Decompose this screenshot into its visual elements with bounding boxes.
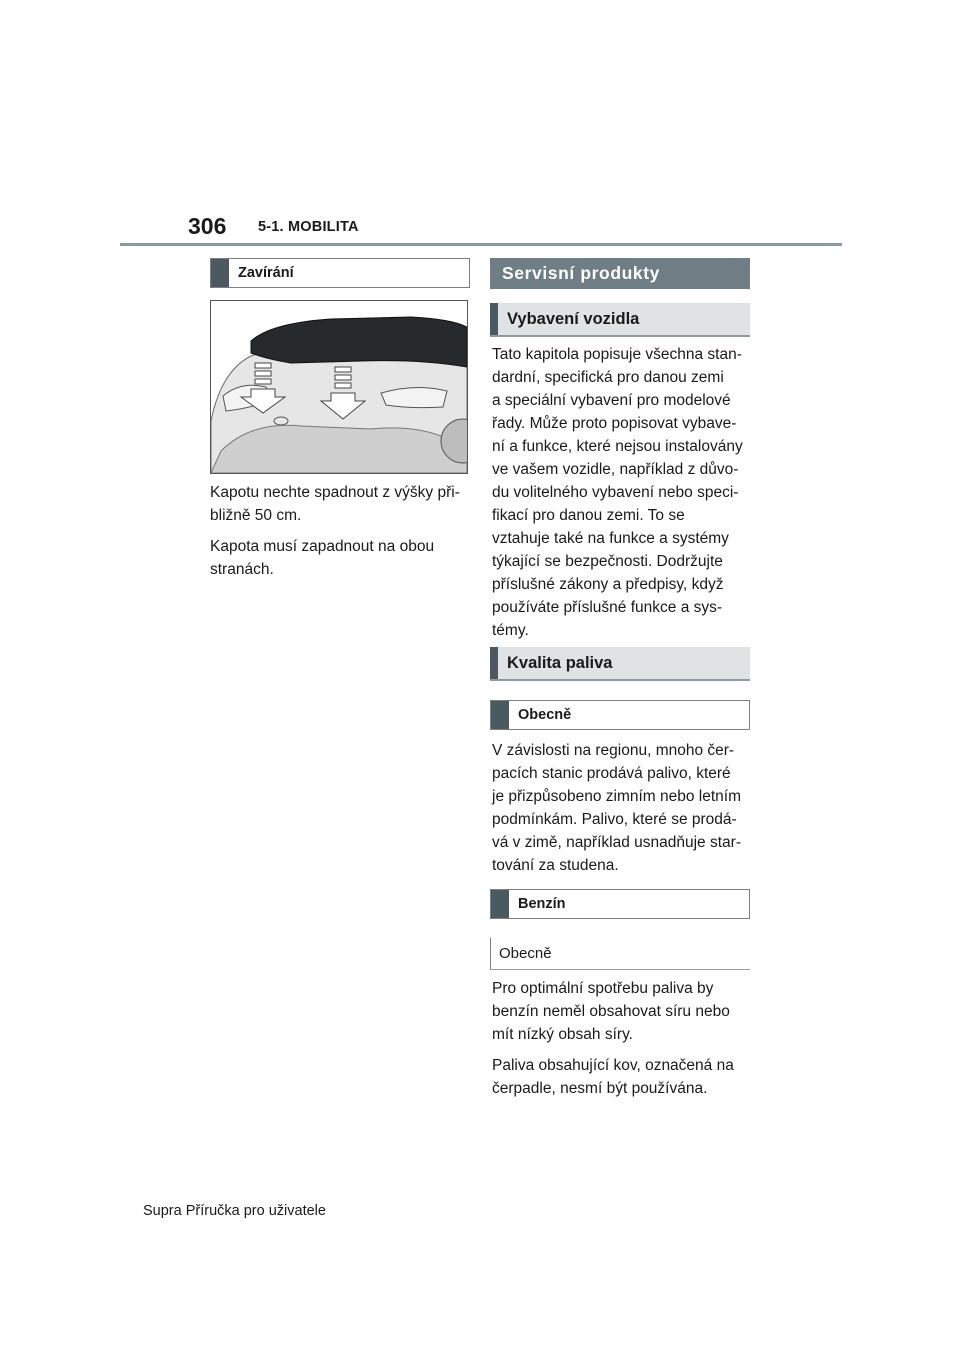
- car-hood-closing-illustration: [210, 300, 468, 474]
- vehicle-equipment-text: Tato kapitola popisuje všechna stan- dardní, specifická pro danou zemi a speciální vybavení pro modelové řady. Může proto popisovat vybave- ní a funkce, které nejsou instalovány ve vašem vozidle, například z důvo- du volitelného vybavení nebo speci- fikací pro danou zemi. To se vztahuje také na funkce a systémy týkající se bezpečnosti. Dodržujte příslušné zákony a předpisy, když používáte příslušné funkce a sys- témy.: [492, 346, 743, 639]
- closing-heading: Zavírání: [238, 265, 294, 281]
- petrol-general-wrap: [490, 938, 750, 970]
- general-text: V závislosti na regionu, mnoho čer- pacích stanic prodává palivo, které je přizpůsobeno zimním nebo letním podmínkám. Palivo, které se prodá- vá v zimě, například usnadňuje star- tování za studena.: [492, 742, 741, 874]
- closing-paragraph-2: Kapota musí zapadnout na obou stranách.: [210, 538, 435, 578]
- page-number: 306: [188, 213, 227, 239]
- heading-tab: [490, 303, 498, 335]
- heading-tab: [491, 701, 509, 729]
- vehicle-equipment-heading-label: Vybavení vozidla: [507, 309, 640, 328]
- general-heading-box: [490, 700, 750, 730]
- petrol-paragraph-1: Pro optimální spotřebu paliva by benzín neměl obsahovat síru nebo mít nízký obsah síry.: [492, 980, 730, 1043]
- petrol-heading-box: [490, 889, 750, 919]
- service-products-banner: [490, 258, 750, 289]
- vehicle-equipment-text-wrap: [492, 343, 756, 642]
- left-paragraphs: [210, 481, 472, 581]
- petrol-general-label: Obecně: [490, 938, 750, 970]
- right-column: [490, 258, 750, 289]
- fuel-quality-heading-wrap: [490, 647, 750, 681]
- vehicle-equipment-heading: [490, 303, 750, 337]
- heading-tab: [211, 259, 229, 287]
- chapter-title: 5-1. MOBILITA: [258, 219, 359, 235]
- petrol-heading-wrap: [490, 889, 750, 919]
- heading-tab: [490, 647, 498, 679]
- heading-tab: [491, 890, 509, 918]
- general-heading-wrap: [490, 700, 750, 730]
- header-divider: [120, 243, 842, 246]
- general-text-wrap: [492, 739, 756, 877]
- petrol-heading: Benzín: [518, 896, 566, 912]
- footer-text: Supra Příručka pro uživatele: [143, 1203, 326, 1219]
- fuel-quality-heading: [490, 647, 750, 681]
- fuel-quality-heading-label: Kvalita paliva: [507, 653, 613, 672]
- general-heading: Obecně: [518, 707, 572, 723]
- left-column: [210, 258, 470, 288]
- section-title: Servisní produkty: [502, 263, 661, 283]
- vehicle-equipment-heading-wrap: [490, 303, 750, 337]
- petrol-paragraph-2: Paliva obsahující kov, označená na čerpadle, nesmí být používána.: [492, 1057, 734, 1097]
- closing-heading-box: [210, 258, 470, 288]
- closing-paragraph-1: Kapotu nechte spadnout z výšky při- bližně 50 cm.: [210, 484, 460, 524]
- petrol-text-wrap: [492, 977, 756, 1100]
